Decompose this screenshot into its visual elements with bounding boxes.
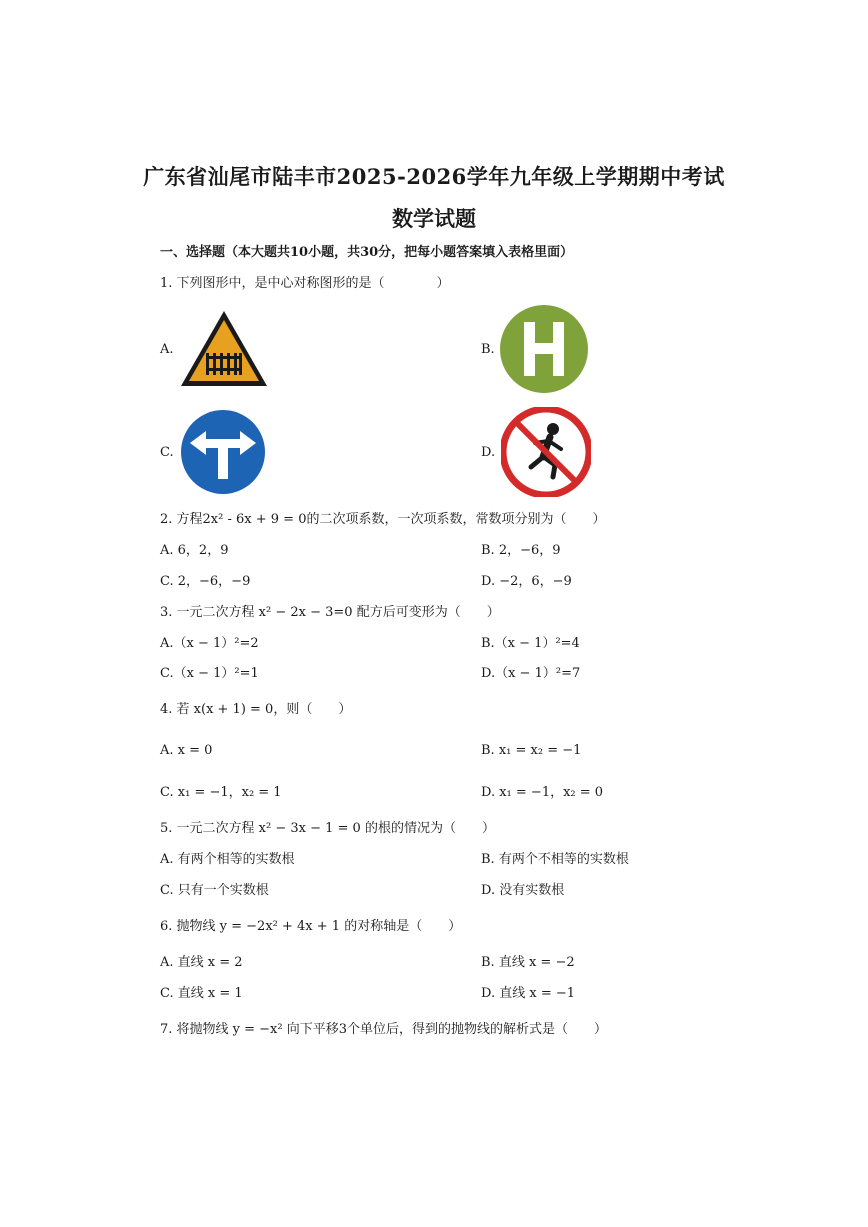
q3-option-a: A.（x − 1）²=2 <box>160 636 259 651</box>
q4-option-d: D. x₁ = −1，x₂ = 0 <box>481 785 604 800</box>
q3-option-d: D.（x − 1）²=7 <box>481 666 581 681</box>
exam-subtitle: 数学试题 <box>392 206 476 231</box>
question-4-stem: 4. 若 x(x + 1) = 0，则（ ） <box>160 702 352 717</box>
q4-option-c: C. x₁ = −1，x₂ = 1 <box>160 785 282 800</box>
q2-option-d: D. −2，6，−9 <box>481 574 572 589</box>
q5-option-c: C. 只有一个实数根 <box>160 883 269 898</box>
question-2-stem: 2. 方程2x² - 6x + 9 = 0的二次项系数，一次项系数，常数项分别为（ ） <box>160 512 606 527</box>
question-6-stem: 6. 抛物线 y = −2x² + 4x + 1 的对称轴是（ ） <box>160 919 462 934</box>
q5-option-b: B. 有两个不相等的实数根 <box>481 852 629 867</box>
q6-option-d: D. 直线 x = −1 <box>481 986 576 1001</box>
no-pedestrians-sign-icon <box>501 407 591 497</box>
q5-option-a: A. 有两个相等的实数根 <box>160 852 295 867</box>
railway-crossing-warning-sign-icon <box>178 308 270 390</box>
turn-left-or-right-sign-icon <box>178 407 268 497</box>
question-7-stem: 7. 将抛物线 y = −x² 向下平移3个单位后，得到的抛物线的解析式是（ ） <box>160 1022 608 1037</box>
question-3-stem: 3. 一元二次方程 x² − 2x − 3=0 配方后可变形为（ ） <box>160 605 500 620</box>
q5-option-d: D. 没有实数根 <box>481 883 565 898</box>
hospital-h-sign-icon <box>499 304 589 394</box>
q2-option-b: B. 2，−6，9 <box>481 543 561 558</box>
q6-option-a: A. 直线 x = 2 <box>160 955 243 970</box>
q2-option-a: A. 6，2，9 <box>160 543 229 558</box>
question-1-stem: 1. 下列图形中，是中心对称图形的是（ ） <box>160 276 450 291</box>
q1-option-a-label: A. <box>160 342 174 357</box>
q1-option-d-label: D. <box>481 445 496 460</box>
q1-option-b-label: B. <box>481 342 495 357</box>
q2-option-c: C. 2，−6，−9 <box>160 574 251 589</box>
q4-option-a: A. x = 0 <box>160 743 213 758</box>
q6-option-b: B. 直线 x = −2 <box>481 955 575 970</box>
section-heading: 一、选择题（本大题共10小题，共30分，把每小题答案填入表格里面） <box>160 245 574 260</box>
q3-option-c: C.（x − 1）²=1 <box>160 666 259 681</box>
q4-option-b: B. x₁ = x₂ = −1 <box>481 743 582 758</box>
q6-option-c: C. 直线 x = 1 <box>160 986 243 1001</box>
q3-option-b: B.（x − 1）²=4 <box>481 636 580 651</box>
question-5-stem: 5. 一元二次方程 x² − 3x − 1 = 0 的根的情况为（ ） <box>160 821 495 836</box>
q1-option-c-label: C. <box>160 445 174 460</box>
exam-title: 广东省汕尾市陆丰市2025-2026学年九年级上学期期中考试 <box>143 164 725 189</box>
